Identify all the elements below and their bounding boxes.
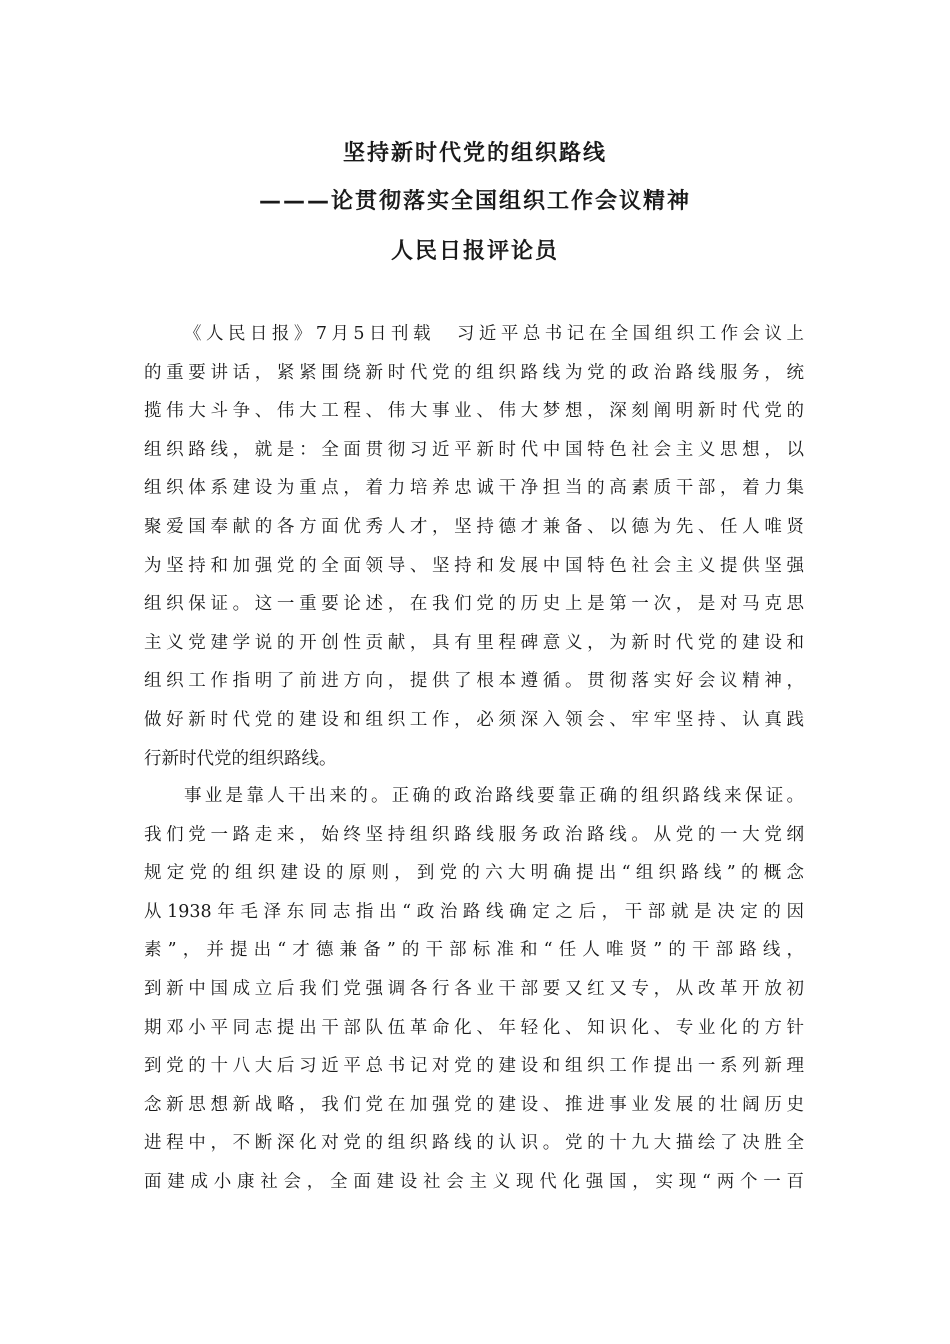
paragraph-line: 到党的十八大后习近平总书记对党的建设和组织工作提出一系列新理 — [144, 1056, 804, 1077]
paragraph-line: 组织保证。这一重要论述，在我们党的历史上是第一次，是对马克思 — [144, 594, 804, 615]
paragraph-line: 聚爱国奉献的各方面优秀人才，坚持德才兼备、以德为先、任人唯贤 — [144, 517, 804, 537]
paragraph-line: 行新时代党的组织路线。 — [144, 748, 337, 769]
paragraph-line: 《人民日报》7月5日刊载 习近平总书记在全国组织工作会议上 — [184, 324, 804, 344]
paragraph-line: 我们党一路走来，始终坚持组织路线服务政治路线。从党的一大党纲 — [144, 824, 804, 845]
document-byline: 人民日报评论员 — [390, 239, 559, 264]
paragraph-line: 组织路线，就是：全面贯彻习近平新时代中国特色社会主义思想，以 — [144, 439, 804, 460]
paragraph-line: 规定党的组织建设的原则，到党的六大明确提出“组织路线”的概念 — [144, 863, 804, 884]
paragraph-line: 念新思想新战略，我们党在加强党的建设、推进事业发展的壮阔历史 — [144, 1094, 804, 1115]
paragraph-line: 为坚持和加强党的全面领导、坚持和发展中国特色社会主义提供坚强 — [144, 555, 804, 576]
paragraph-line: 进程中，不断深化对党的组织路线的认识。党的十九大描绘了决胜全 — [144, 1133, 804, 1154]
paragraph-line: 素”，并提出“才德兼备”的干部标准和“任人唯贤”的干部路线， — [144, 940, 804, 961]
paragraph-line: 主义党建学说的开创性贡献，具有里程碑意义，为新时代党的建设和 — [144, 632, 804, 653]
paragraph-line: 组织工作指明了前进方向，提供了根本遵循。贯彻落实好会议精神， — [144, 671, 804, 692]
paragraph-line: 揽伟大斗争、伟大工程、伟大事业、伟大梦想，深刻阐明新时代党的 — [144, 401, 804, 422]
paragraph-line: 做好新时代党的建设和组织工作，必须深入领会、牢牢坚持、认真践 — [144, 710, 804, 730]
document-title: 坚持新时代党的组织路线 — [342, 141, 607, 166]
paragraph-line: 的重要讲话，紧紧围绕新时代党的组织路线为党的政治路线服务，统 — [144, 362, 804, 383]
paragraph-line: 面建成小康社会，全面建设社会主义现代化强国，实现“两个一百 — [144, 1172, 804, 1192]
paragraph-line: 到新中国成立后我们党强调各行各业干部要又红又专，从改革开放初 — [144, 979, 804, 999]
paragraph-line: 从1938年毛泽东同志指出“政治路线确定之后，干部就是决定的因 — [144, 901, 804, 922]
document-subtitle: ———论贯彻落实全国组织工作会议精神 — [258, 189, 691, 214]
paragraph-line: 期邓小平同志提出干部队伍革命化、年轻化、知识化、专业化的方针 — [144, 1017, 804, 1038]
paragraph-line: 事业是靠人干出来的。正确的政治路线要靠正确的组织路线来保证。 — [184, 786, 804, 806]
paragraph-line: 组织体系建设为重点，着力培养忠诚干净担当的高素质干部，着力集 — [144, 478, 804, 499]
